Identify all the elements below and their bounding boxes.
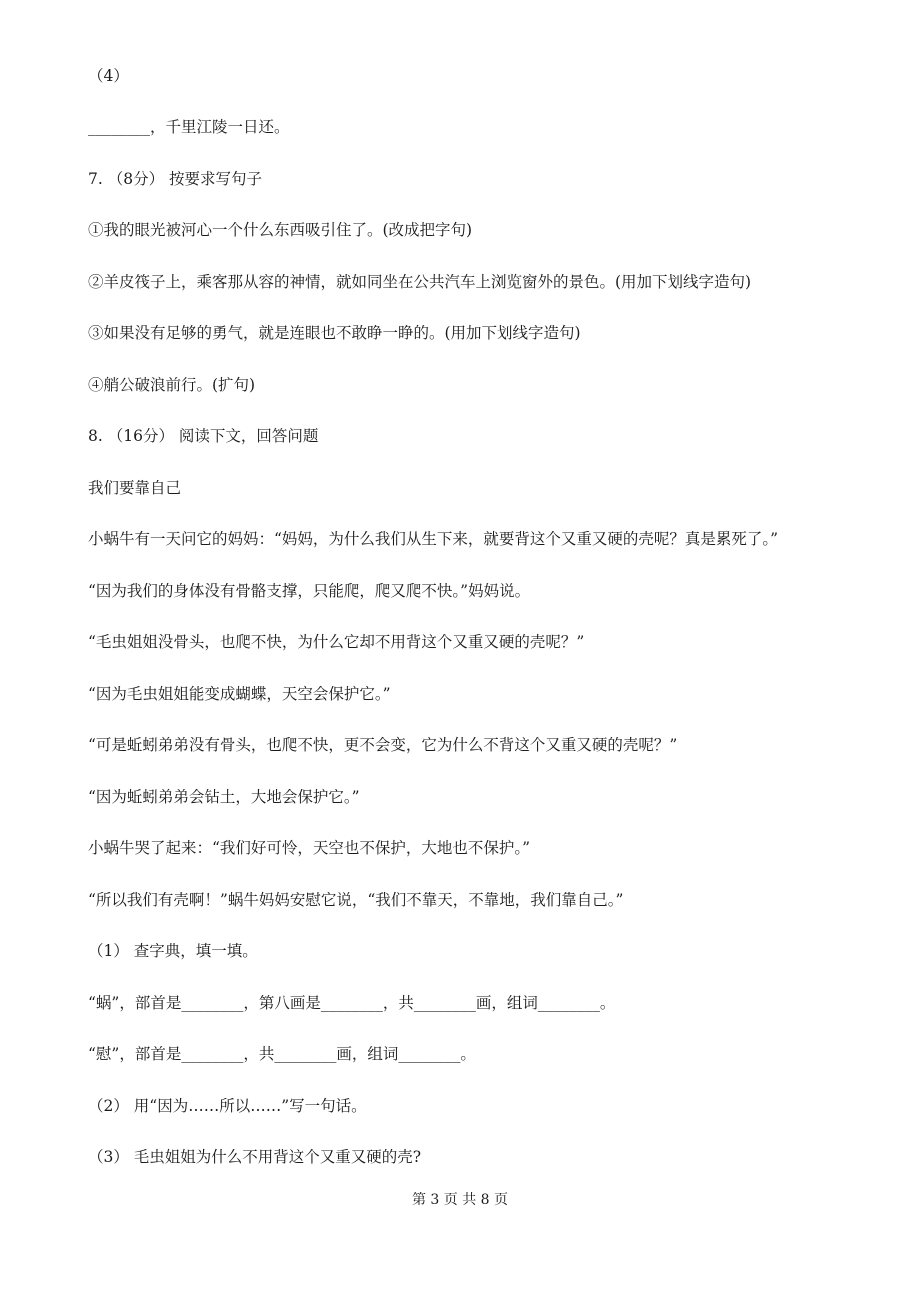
dictionary-fill-line-wo: “蜗”，部首是________，第八画是________，共________画，组词________。 xyxy=(88,994,616,1012)
passage-paragraph: “因为蚯蚓弟弟会钻土，大地会保护它。” xyxy=(88,788,360,806)
passage-paragraph: “可是蚯蚓弟弟没有骨头，也爬不快，更不会变，它为什么不背这个又重又硬的壳呢？” xyxy=(88,736,678,754)
dictionary-fill-line-wei: “慰”，部首是________，共________画，组词________。 xyxy=(88,1045,476,1063)
passage-paragraph: “所以我们有壳啊！”蜗牛妈妈安慰它说，“我们不靠天，不靠地，我们靠自己。” xyxy=(88,891,624,909)
question-7-item-2: ②羊皮筏子上，乘客那从容的神情，就如同坐在公共汽车上浏览窗外的景色。(用加下划线字造句) xyxy=(88,273,752,291)
passage-paragraph: 小蜗牛有一天问它的妈妈：“妈妈，为什么我们从生下来，就要背这个又重又硬的壳呢？真是累死了。” xyxy=(88,530,779,548)
passage-paragraph: “因为毛虫姐姐能变成蝴蝶，天空会保护它。” xyxy=(88,685,391,703)
question-8-part-2: （2） 用“因为……所以……”写一句话。 xyxy=(88,1097,367,1115)
passage-title: 我们要靠自己 xyxy=(88,479,182,497)
question-6-part-4-label: （4） xyxy=(88,67,129,85)
question-8-part-1: （1） 查字典，填一填。 xyxy=(88,942,258,960)
passage-paragraph: “因为我们的身体没有骨骼支撑，只能爬，爬又爬不快。”妈妈说。 xyxy=(88,582,531,600)
question-8-heading: 8. （16分） 阅读下文，回答问题 xyxy=(88,427,319,445)
question-8-part-3: （3） 毛虫姐姐为什么不用背这个又重又硬的壳? xyxy=(88,1148,422,1166)
question-7-item-1: ①我的眼光被河心一个什么东西吸引住了。(改成把字句) xyxy=(88,221,473,239)
question-7-item-3: ③如果没有足够的勇气，就是连眼也不敢睁一睁的。(用加下划线字造句) xyxy=(88,324,581,342)
passage-paragraph: 小蜗牛哭了起来：“我们好可怜，天空也不保护，大地也不保护。” xyxy=(88,839,531,857)
question-7-item-4: ④艄公破浪前行。(扩句) xyxy=(88,376,256,394)
page-footer: 第 3 页 共 8 页 xyxy=(411,1192,509,1208)
passage-paragraph: “毛虫姐姐没骨头，也爬不快，为什么它却不用背这个又重又硬的壳呢？” xyxy=(88,633,585,651)
question-7-heading: 7. （8分） 按要求写句子 xyxy=(88,170,263,188)
poem-fill-blank-line: ________，千里江陵一日还。 xyxy=(88,118,290,136)
